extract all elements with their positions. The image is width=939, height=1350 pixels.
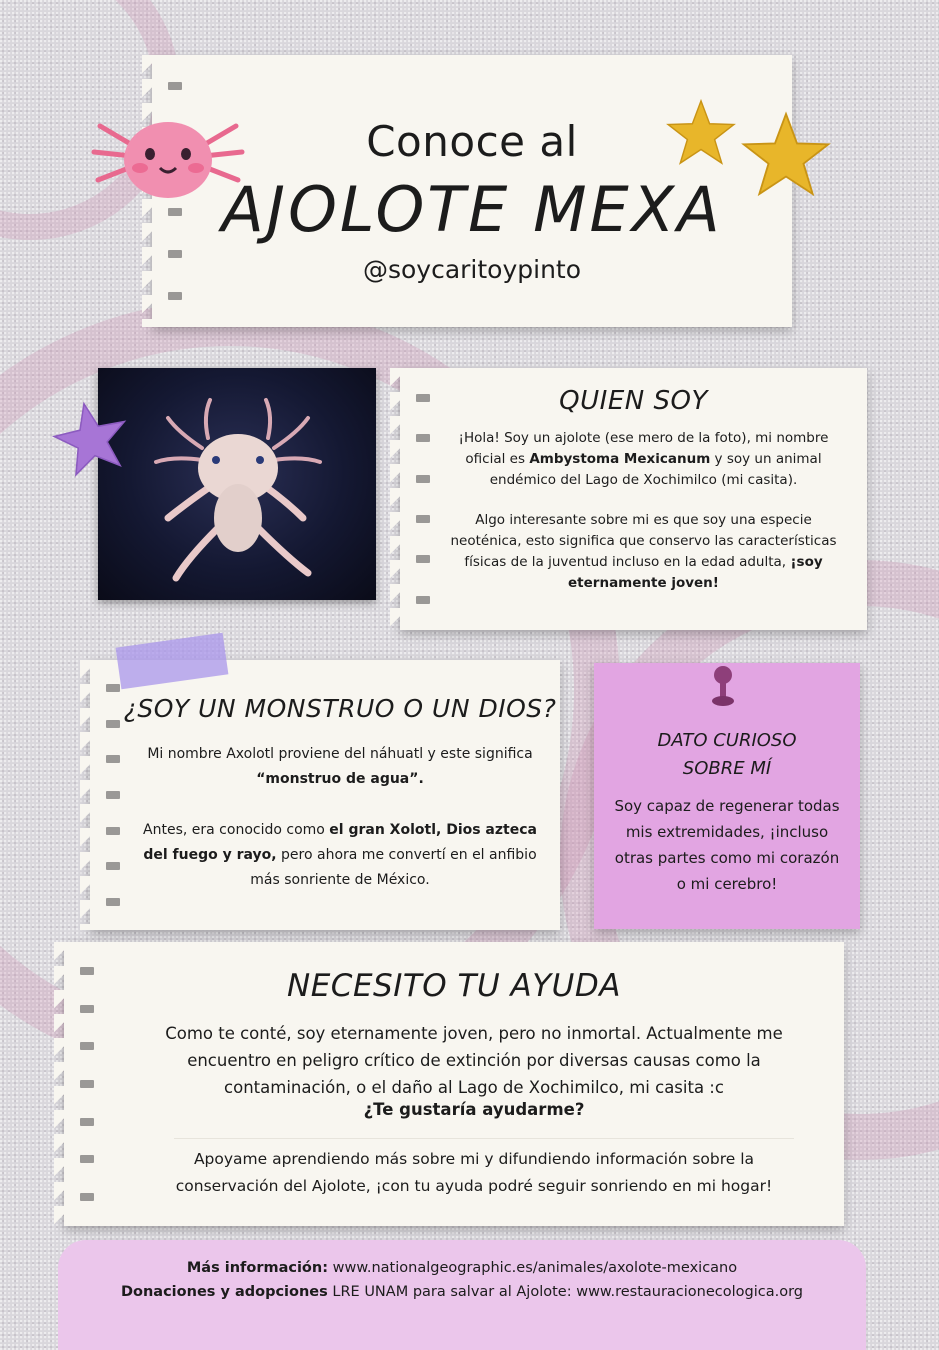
monstruo-card (90, 660, 560, 930)
gold-star-icon (665, 98, 737, 166)
footer (58, 1240, 866, 1350)
monstruo-paragraph-2: Antes, era conocido como el gran Xolotl, Dios azteca del fuego y rayo, pero ahora me convertí en el anfibio más sonriente de México. (143, 822, 537, 888)
ayuda-card (64, 942, 844, 1226)
quien-soy-paragraph-1: ¡Hola! Soy un ajolote (ese mero de la foto), mi nombre oficial es Ambystoma Mexicanum y soy un animal endémico del Lago de Xochimilco (mi casita). (458, 430, 829, 488)
section-title: ¿SOY UN MONSTRUO O UN DIOS? (123, 694, 557, 723)
dato-title: DATO CURIOSO SOBRE MÍ (657, 730, 797, 779)
social-handle: @soycaritoypinto (362, 255, 582, 284)
ayuda-paragraph-2: Apoyame aprendiendo más sobre mi y difundiendo información sobre la conservación del Ajolote, ¡con tu ayuda podré seguir sonriendo en mi hogar! (175, 1150, 773, 1195)
ayuda-question: ¿Te gustaría ayudarme? (363, 1100, 585, 1119)
monstruo-paragraph-1: Mi nombre Axolotl proviene del náhuatl y este significa “monstruo de agua”. (147, 746, 533, 787)
page-title: AJOLOTE MEXA (221, 173, 723, 246)
donation-link[interactable]: www.restauracionecologica.org (576, 1284, 804, 1300)
info-link[interactable]: www.nationalgeographic.es/animales/axolote-mexicano (332, 1260, 738, 1276)
gold-star-icon (740, 110, 832, 198)
divider (174, 1138, 794, 1139)
quien-soy-card (400, 368, 867, 630)
pushpin-icon (708, 665, 738, 713)
footer-donation-line: Donaciones y adopciones LRE UNAM para salvar al Ajolote: www.restauracionecologica.org (120, 1284, 804, 1300)
ayuda-paragraph-1: Como te conté, soy eternamente joven, pero no inmortal. Actualmente me encuentro en peligro crítico de extinción por diversas causas como la contaminación, o el daño al Lago de Xochimilco, mi casita :c (165, 1024, 783, 1097)
header-card (152, 55, 792, 327)
purple-star-icon (45, 393, 137, 482)
title-small: Conoce al (366, 117, 578, 166)
dato-text: Soy capaz de regenerar todas mis extremidades, ¡incluso otras partes como mi corazón o mi cerebro! (614, 797, 840, 893)
footer-info-line: Más información: www.nationalgeographic.es/animales/axolote-mexicano (186, 1260, 738, 1276)
section-title: QUIEN SOY (559, 386, 708, 416)
quien-soy-paragraph-2: Algo interesante sobre mi es que soy una especie neoténica, esto significa que conservo las características físicas de la juventud incluso en la edad adulta, ¡soy eternamente joven! (450, 512, 837, 591)
section-title: NECESITO TU AYUDA (287, 968, 621, 1004)
axolotl-photo (98, 368, 376, 600)
axolotl-head-icon (88, 98, 248, 208)
